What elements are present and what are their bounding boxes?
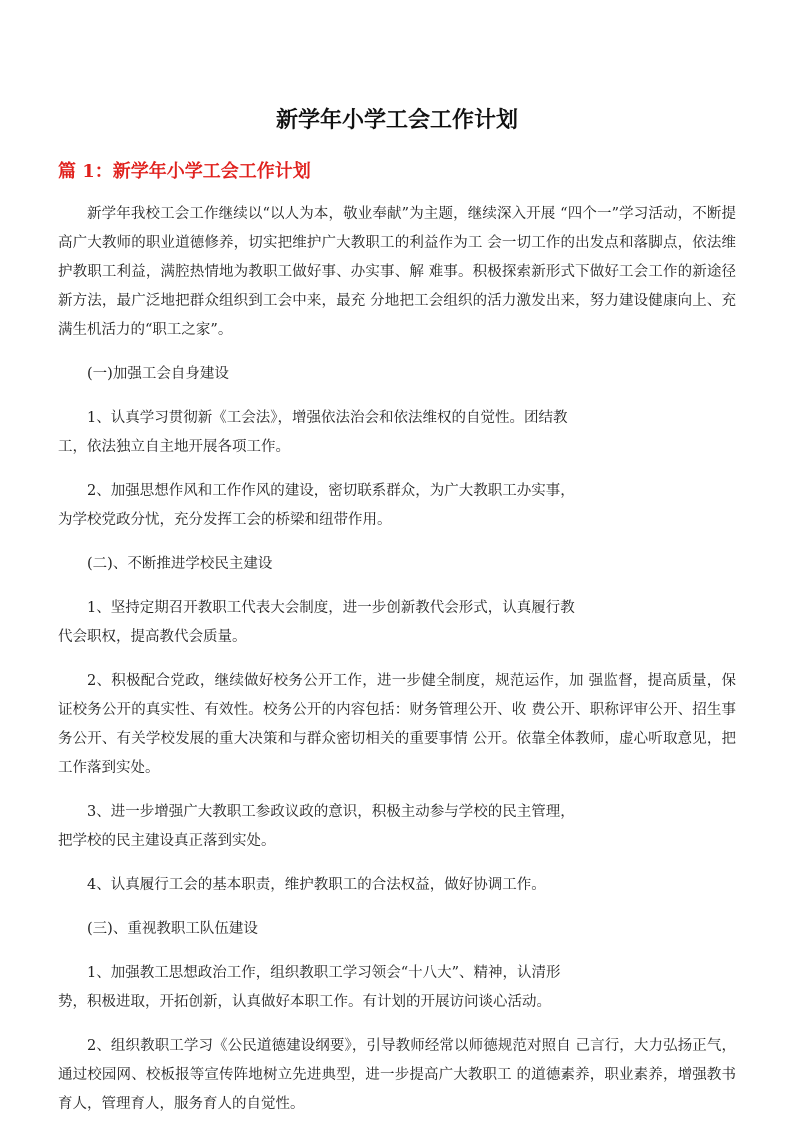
document-body <box>58 200 736 1134</box>
paragraph-2-1-line-1: 1、坚持定期召开教职工代表大会制度，进一步创新教代会形式，认真履行教 <box>87 600 575 616</box>
paragraph-3-1-line-1: 1、加强教工思想政治工作，组织教职工学习领会“十八大”、精神，认清形 <box>87 965 561 981</box>
paragraph-2-3-line-2: 把学校的民主建设真正落到实处。 <box>58 833 276 849</box>
paragraph-2-3 <box>58 798 736 856</box>
paragraph-3-1 <box>58 959 736 1017</box>
paragraph-2-1 <box>58 594 736 652</box>
paragraph-2-4: 4、认真履行工会的基本职责，维护教职工的合法权益，做好协调工作。 <box>87 877 546 893</box>
paragraph-1-1 <box>58 404 736 462</box>
paragraph-1-1-line-2: 工，依法独立自主地开展各项工作。 <box>58 439 290 455</box>
section-subtitle: 篇 1：新学年小学工会工作计划 <box>58 161 311 182</box>
document-title: 新学年小学工会工作计划 <box>275 107 518 133</box>
section-heading-3: (三)、重视教职工队伍建设 <box>87 921 258 937</box>
paragraph-3-2: 2、组织教职工学习《公民道德建设纲要》，引导教师经常以师德规范对照自 己言行，大力弘扬正气，通过校园网、校板报等宣传阵地树立先进典型，进一步提高广大教职工 的道德素养，职业素养，增强教书育人，管理育人，服务育人的自觉性。 <box>58 1038 736 1112</box>
paragraph-2-2: 2、积极配合党政，继续做好校务公开工作，进一步健全制度，规范运作，加 强监督，提高质量，保证校务公开的真实性、有效性。校务公开的内容包括：财务管理公开、收 费公开、职称评审公开、招生事务公开、有关学校发展的重大决策和与群众密切相关的重要事情 公开。依靠全体教师，虚心听取意见，把工作落到实处。 <box>58 673 736 776</box>
paragraph-2-1-line-2: 代会职权，提高教代会质量。 <box>58 629 247 645</box>
paragraph-1-2 <box>58 477 736 535</box>
paragraph-1-2-line-2: 为学校党政分忧，充分发挥工会的桥梁和纽带作用。 <box>58 512 392 528</box>
paragraph-2-3-line-1: 3、进一步增强广大教职工参政议政的意识，积极主动参与学校的民主管理， <box>87 804 575 820</box>
section-heading-1: (一)加强工会自身建设 <box>87 366 229 382</box>
paragraph-3-1-line-2: 势，积极进取，开拓创新，认真做好本职工作。有计划的开展访问谈心活动。 <box>58 994 551 1010</box>
paragraph-1-1-line-1: 1、认真学习贯彻新《工会法》，增强依法治会和依法维权的自觉性。团结教 <box>87 410 568 426</box>
section-heading-2: (二)、不断推进学校民主建设 <box>87 556 273 572</box>
paragraph-1-2-line-1: 2、加强思想作风和工作作风的建设，密切联系群众，为广大教职工办实事， <box>87 483 575 499</box>
intro-paragraph: 新学年我校工会工作继续以“以人为本，敬业奉献”为主题，继续深入开展 “四个一”学习活动，不断提高广大教师的职业道德修养，切实把维护广大教职工的利益作为工 会一切工作的出发点和落脚点，依法维护教职工利益，满腔热情地为教职工做好事、办实事、解 难事。积极探索新形式下做好工会工作的新途径新方法，最广泛地把群众组织到工会中来，最充 分地把工会组织的活力激发出来，努力建设健康向上、充满生机活力的“职工之家”。 <box>58 206 736 338</box>
